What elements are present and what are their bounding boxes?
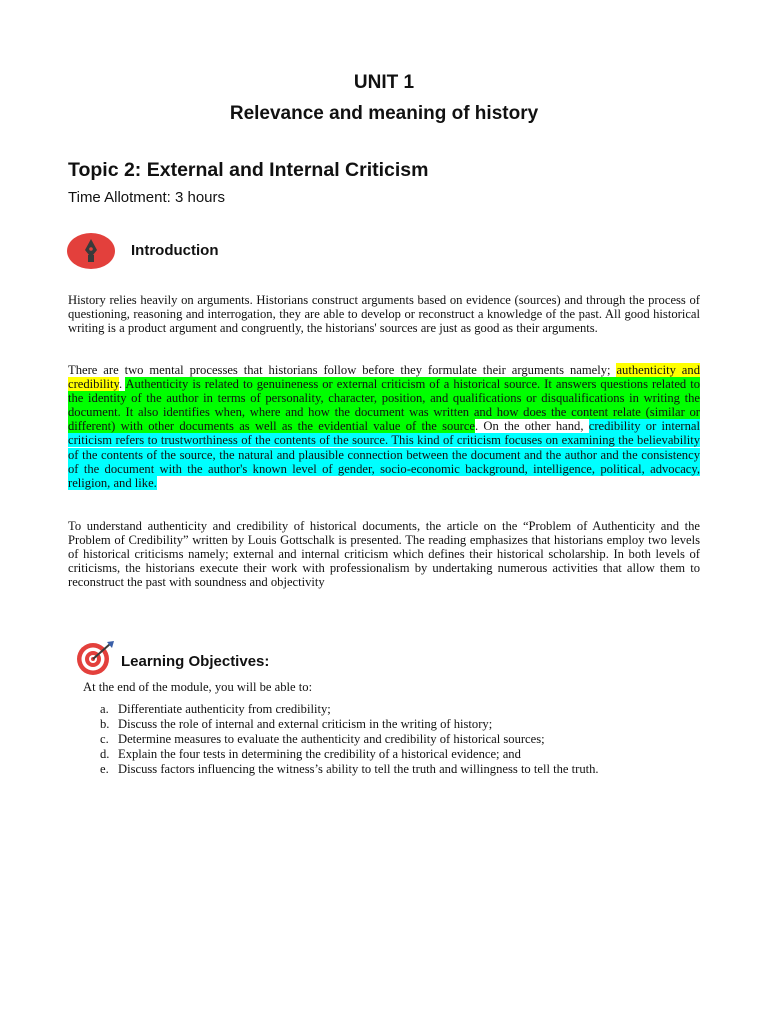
target-icon <box>74 640 116 676</box>
objectives-list <box>100 702 599 777</box>
fountain-pen-icon <box>67 231 117 271</box>
list-marker: b. <box>100 717 110 731</box>
separator-text: . On the other hand, <box>475 419 589 434</box>
time-allotment: Time Allotment: 3 hours <box>68 189 226 206</box>
list-marker: e. <box>100 762 109 776</box>
intro-paragraph-1: History relies heavily on arguments. Historians construct arguments based on evidence (sources) and through the process of questioning, reasoning and interrogation, they are able to develop or reconstruct a knowledge of the past. All good historical writing is a product argument and congruently, the historians' sources are just as good as their arguments. <box>68 293 700 336</box>
unit-subtitle: Relevance and meaning of history <box>229 103 539 124</box>
list-marker: a. <box>100 702 109 716</box>
intro-paragraph-3: To understand authenticity and credibility of historical documents, the article on the “Problem of Authenticity and the Problem of Credibility” written by Louis Gottschalk is presented. The reading emphasizes that historians employ two levels of historical criticisms namely; external and internal criticism which defines their historical scholarship. In both levels of criticisms, the historians execute their work with professionalism by undertaking numerous activities that allow them to reconstruct the past with soundness and objectivity <box>68 519 700 590</box>
list-item-text: Discuss the role of internal and external criticism in the writing of history; <box>118 717 493 731</box>
highlight-green: Authenticity is related to genuineness or external criticism of a historical source. It answers questions related to the identity of the author in terms of personality, character, position, and qualifications or disqualifications in writing the document. It also identifies when, where and how the document was written and how does the content relate (similar or different) with other documents as well as the evidential value of the source <box>68 377 700 434</box>
topic-title: Topic 2: External and Internal Criticism <box>68 159 429 181</box>
list-item-text: Discuss factors influencing the witness’s ability to tell the truth and willingness to tell the truth. <box>118 762 599 776</box>
unit-title: UNIT 1 <box>353 72 415 93</box>
intro-paragraph-2 <box>68 363 700 490</box>
list-item <box>100 747 599 762</box>
objectives-heading: Learning Objectives: <box>121 653 270 670</box>
introduction-heading: Introduction <box>131 242 219 259</box>
objectives-intro: At the end of the module, you will be able to: <box>83 680 313 694</box>
list-item <box>100 702 599 717</box>
list-item-text: Explain the four tests in determining the credibility of a historical evidence; and <box>118 747 521 761</box>
highlight-yellow: authenticity and credibility <box>68 363 700 392</box>
list-item <box>100 732 599 747</box>
list-item <box>100 762 599 777</box>
list-item-text: Determine measures to evaluate the authenticity and credibility of historical sources; <box>118 732 545 746</box>
list-item <box>100 717 599 732</box>
list-marker: d. <box>100 747 110 761</box>
highlight-cyan: credibility or internal criticism refers to trustworthiness of the contents of the source. This kind of criticism focuses on examining the believability of the contents of the source, the natural and plausible connection between the document and the author and the consistency of the document with the author's known level of gender, socio-economic background, intelligence, political, advocacy, religion, and like. <box>68 419 701 490</box>
list-item-text: Differentiate authenticity from credibility; <box>118 702 331 716</box>
list-marker: c. <box>100 732 109 746</box>
separator-text: . <box>118 377 126 392</box>
paragraph-lead-text: There are two mental processes that historians follow before they formulate their arguments namely; <box>68 363 617 377</box>
